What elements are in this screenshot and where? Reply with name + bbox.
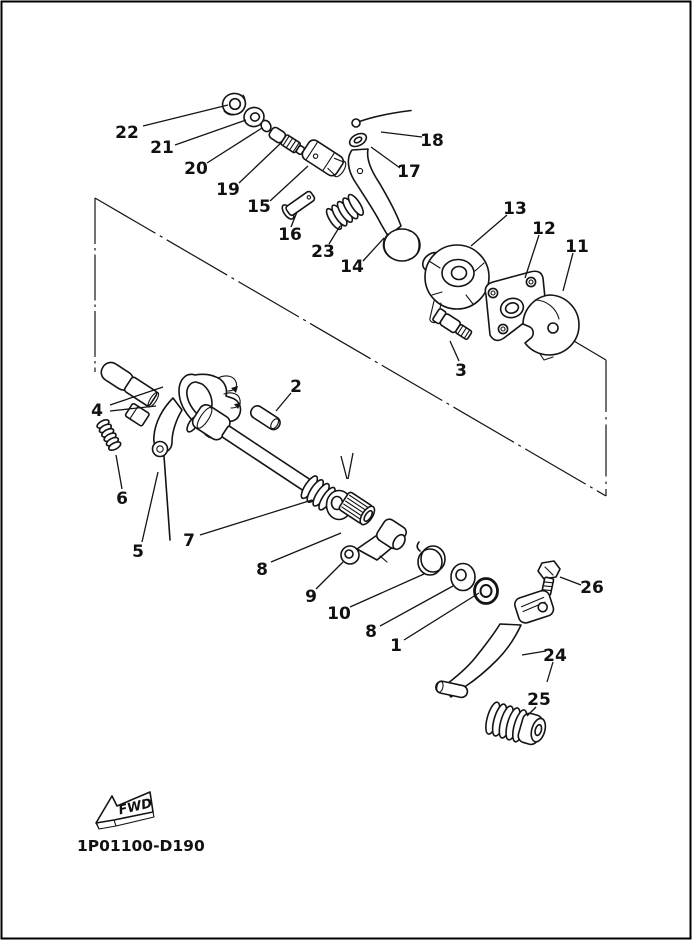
callout-2: 2	[290, 377, 302, 397]
callout-13: 13	[503, 199, 527, 219]
part-code-text: 1P01100-D190	[77, 837, 205, 855]
fwd-label: FWD	[117, 796, 154, 819]
callout-20: 20	[184, 159, 208, 179]
part-1-collar	[475, 579, 498, 604]
callout-9: 9	[305, 587, 317, 607]
callout-21: 21	[150, 138, 174, 158]
callout-8a: 8	[256, 560, 268, 580]
part-8-washer-b	[451, 564, 475, 591]
callout-4: 4	[91, 401, 103, 421]
callout-12: 12	[532, 219, 556, 239]
callout-15: 15	[247, 197, 271, 217]
callout-26: 26	[580, 578, 604, 598]
callout-18: 18	[420, 131, 444, 151]
callout-11: 11	[565, 237, 589, 257]
callout-25: 25	[527, 690, 551, 710]
callout-3: 3	[455, 361, 467, 381]
callout-19: 19	[216, 180, 240, 200]
callout-6: 6	[116, 489, 128, 509]
callout-7: 7	[183, 531, 195, 551]
callout-16: 16	[278, 225, 302, 245]
callout-5: 5	[132, 542, 144, 562]
callout-8b: 8	[365, 622, 377, 642]
callout-17: 17	[397, 162, 421, 182]
callout-23: 23	[311, 242, 335, 262]
page-border	[2, 2, 691, 939]
callout-22: 22	[115, 123, 139, 143]
callout-10: 10	[327, 604, 351, 624]
callout-14: 14	[340, 257, 364, 277]
callout-24: 24	[543, 646, 567, 666]
callout-1: 1	[390, 636, 402, 656]
